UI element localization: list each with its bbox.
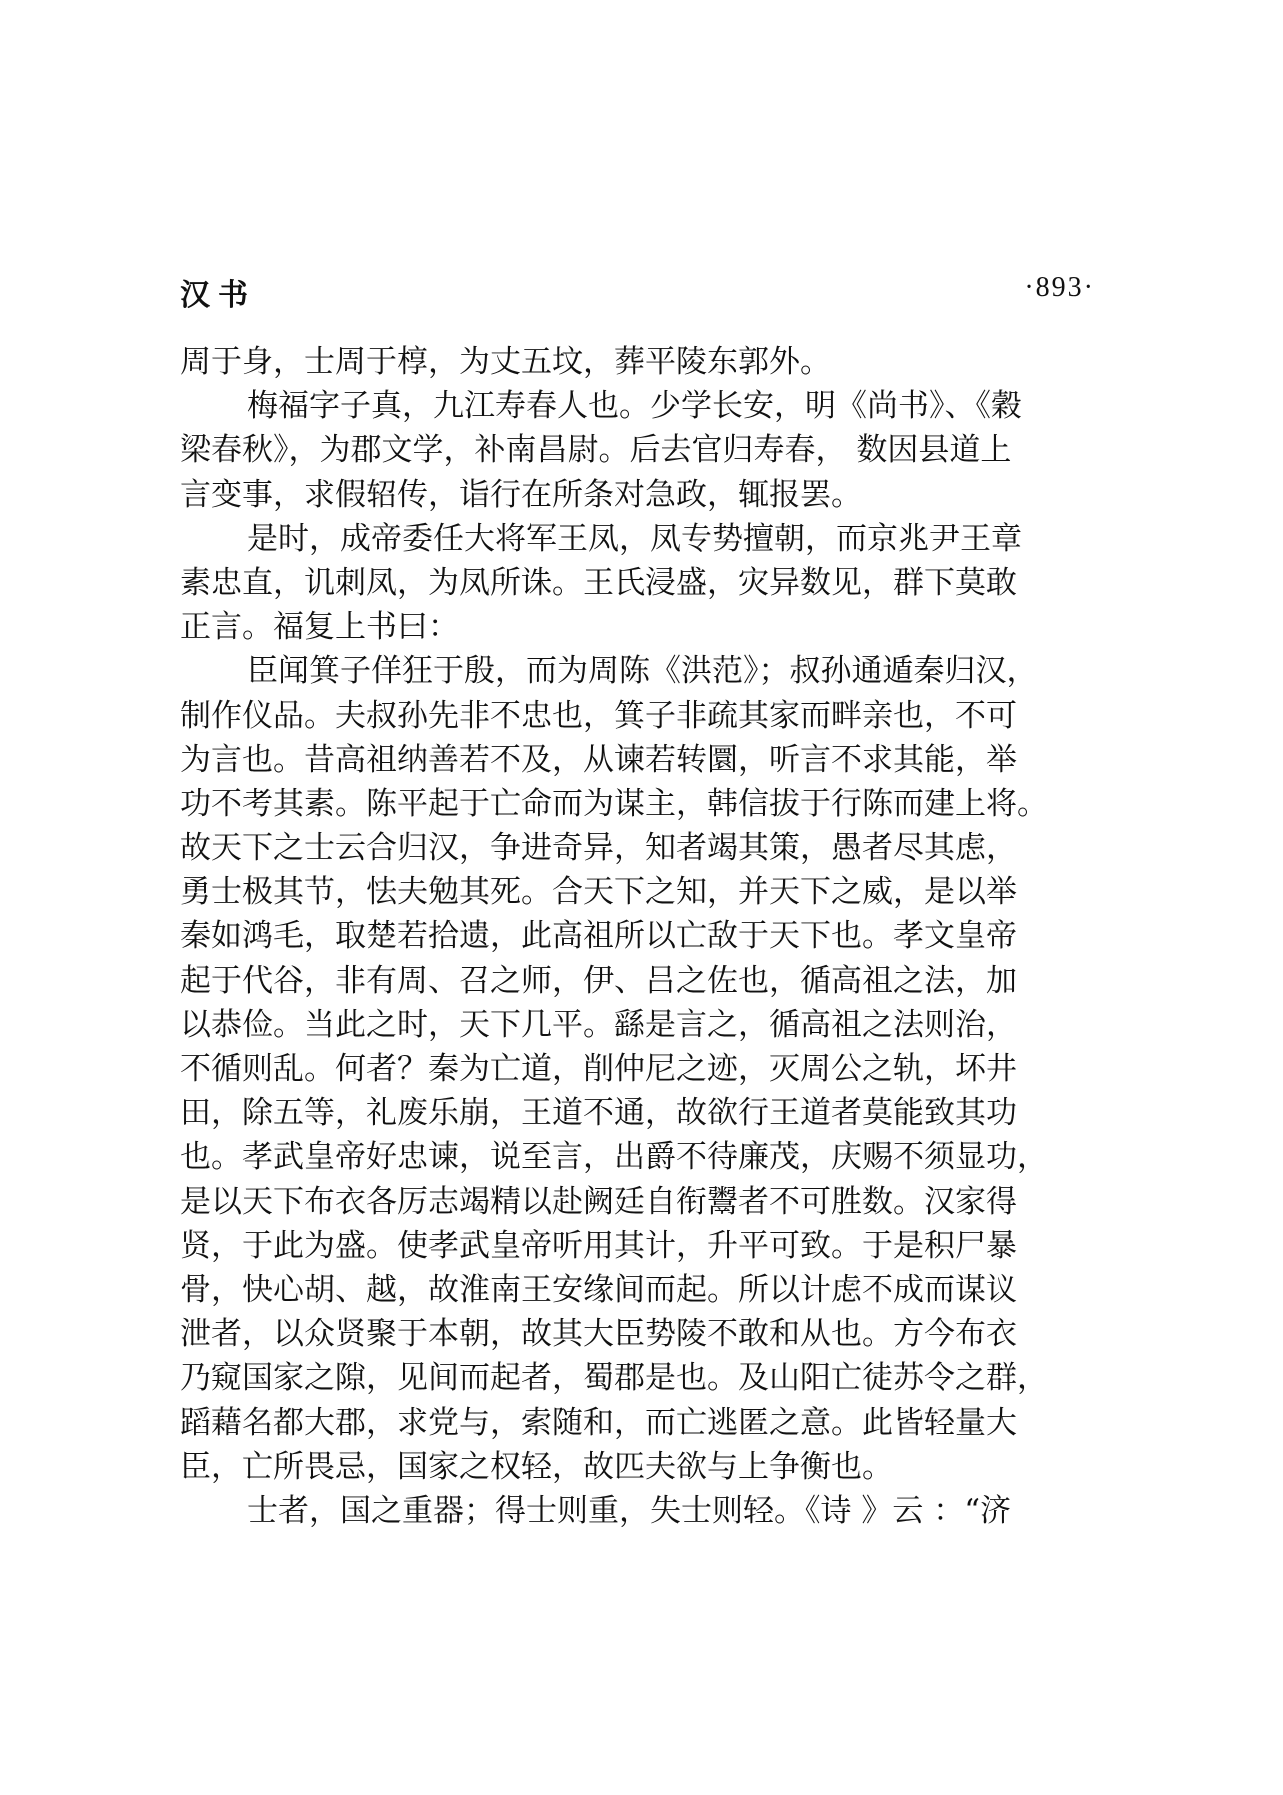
text-line: 梁春秋》，为郡文学，补南昌尉。后去官归寿春， 数因县道上	[180, 432, 1012, 469]
text-line: 也。孝武皇帝好忠谏，说至言，出爵不待廉茂，庆赐不须显功，	[180, 1139, 1048, 1176]
text-line: 周于身，士周于椁，为丈五坟，葬平陵东郭外。	[180, 344, 831, 380]
text-line: 田，除五等，礼废乐崩，王道不通，故欲行王道者莫能致其功	[180, 1095, 1017, 1132]
text-line: 不循则乱。何者？秦为亡道，削仲尼之迹，灭周公之轨，坏井	[180, 1051, 1017, 1087]
text-line: 素忠直，讥刺凤，为凤所诛。王氏浸盛，灾异数见，群下莫敢	[180, 564, 1017, 601]
text-line: 言变事，求假轺传，诣行在所条对急政，辄报罢。	[180, 476, 862, 513]
text-line: 梅福字子真，九江寿春人也。少学长安，明《尚书》、《穀	[247, 388, 1022, 425]
text-line: 骨，快心胡、越，故淮南王安缘间而起。所以计虑不成而谋议	[180, 1271, 1017, 1308]
text-line: 贤，于此为盛。使孝武皇帝听用其计，升平可致。于是积尸暴	[180, 1227, 1017, 1264]
text-line: 故天下之士云合归汉，争进奇异，知者竭其策，愚者尽其虑，	[180, 830, 1017, 867]
text-line: 是时，成帝委任大将军王凤，凤专势擅朝，而京兆尹王章	[247, 520, 1022, 557]
text-line: 秦如鸿毛，取楚若拾遗，此高祖所以亡敌于天下也。孝文皇帝	[180, 918, 1017, 955]
text-line: 勇士极其节，怯夫勉其死。合天下之知，并天下之威，是以举	[180, 874, 1017, 911]
text-line: 士者，国之重器；得士则重，失士则轻。《诗 》云 ：“济	[247, 1492, 1012, 1529]
text-line: 以恭俭。当此之时，天下几平。繇是言之，循高祖之法则治，	[180, 1006, 1017, 1043]
text-line: 泄者，以众贤聚于本朝，故其大臣势陵不敢和从也。方今布衣	[180, 1316, 1017, 1353]
text-line: 制作仪品。夫叔孙先非不忠也，箕子非疏其家而畔亲也，不可	[180, 697, 1017, 734]
text-line: 乃窥国家之隙，见间而起者，蜀郡是也。及山阳亡徒苏令之群，	[180, 1360, 1048, 1397]
page-header	[180, 270, 1095, 313]
text-line: 臣闻箕子佯狂于殷，而为周陈《洪范》；叔孙通遁秦归汉，	[247, 653, 1038, 690]
body-text	[180, 340, 1100, 1533]
text-line: 功不考其素。陈平起于亡命而为谋主，韩信拔于行陈而建上将。	[180, 785, 1048, 822]
text-line: 蹈藉名都大郡，求党与，索随和，而亡逃匿之意。此皆轻量大	[180, 1404, 1017, 1441]
text-line: 是以天下布衣各厉志竭精以赴阙廷自衔鬻者不可胜数。汉家得	[180, 1183, 1017, 1220]
text-line: 为言也。昔高祖纳善若不及，从谏若转圜，听言不求其能，举	[180, 741, 1017, 778]
text-line: 正言。福复上书曰：	[180, 609, 459, 646]
text-line: 臣，亡所畏忌，国家之权轻，故匹夫欲与上争衡也。	[180, 1448, 893, 1485]
page-number: ·893·	[1024, 272, 1095, 303]
book-title: 汉书	[180, 278, 256, 313]
text-line: 起于代谷，非有周、召之师，伊、吕之佐也，循高祖之法，加	[180, 962, 1017, 999]
